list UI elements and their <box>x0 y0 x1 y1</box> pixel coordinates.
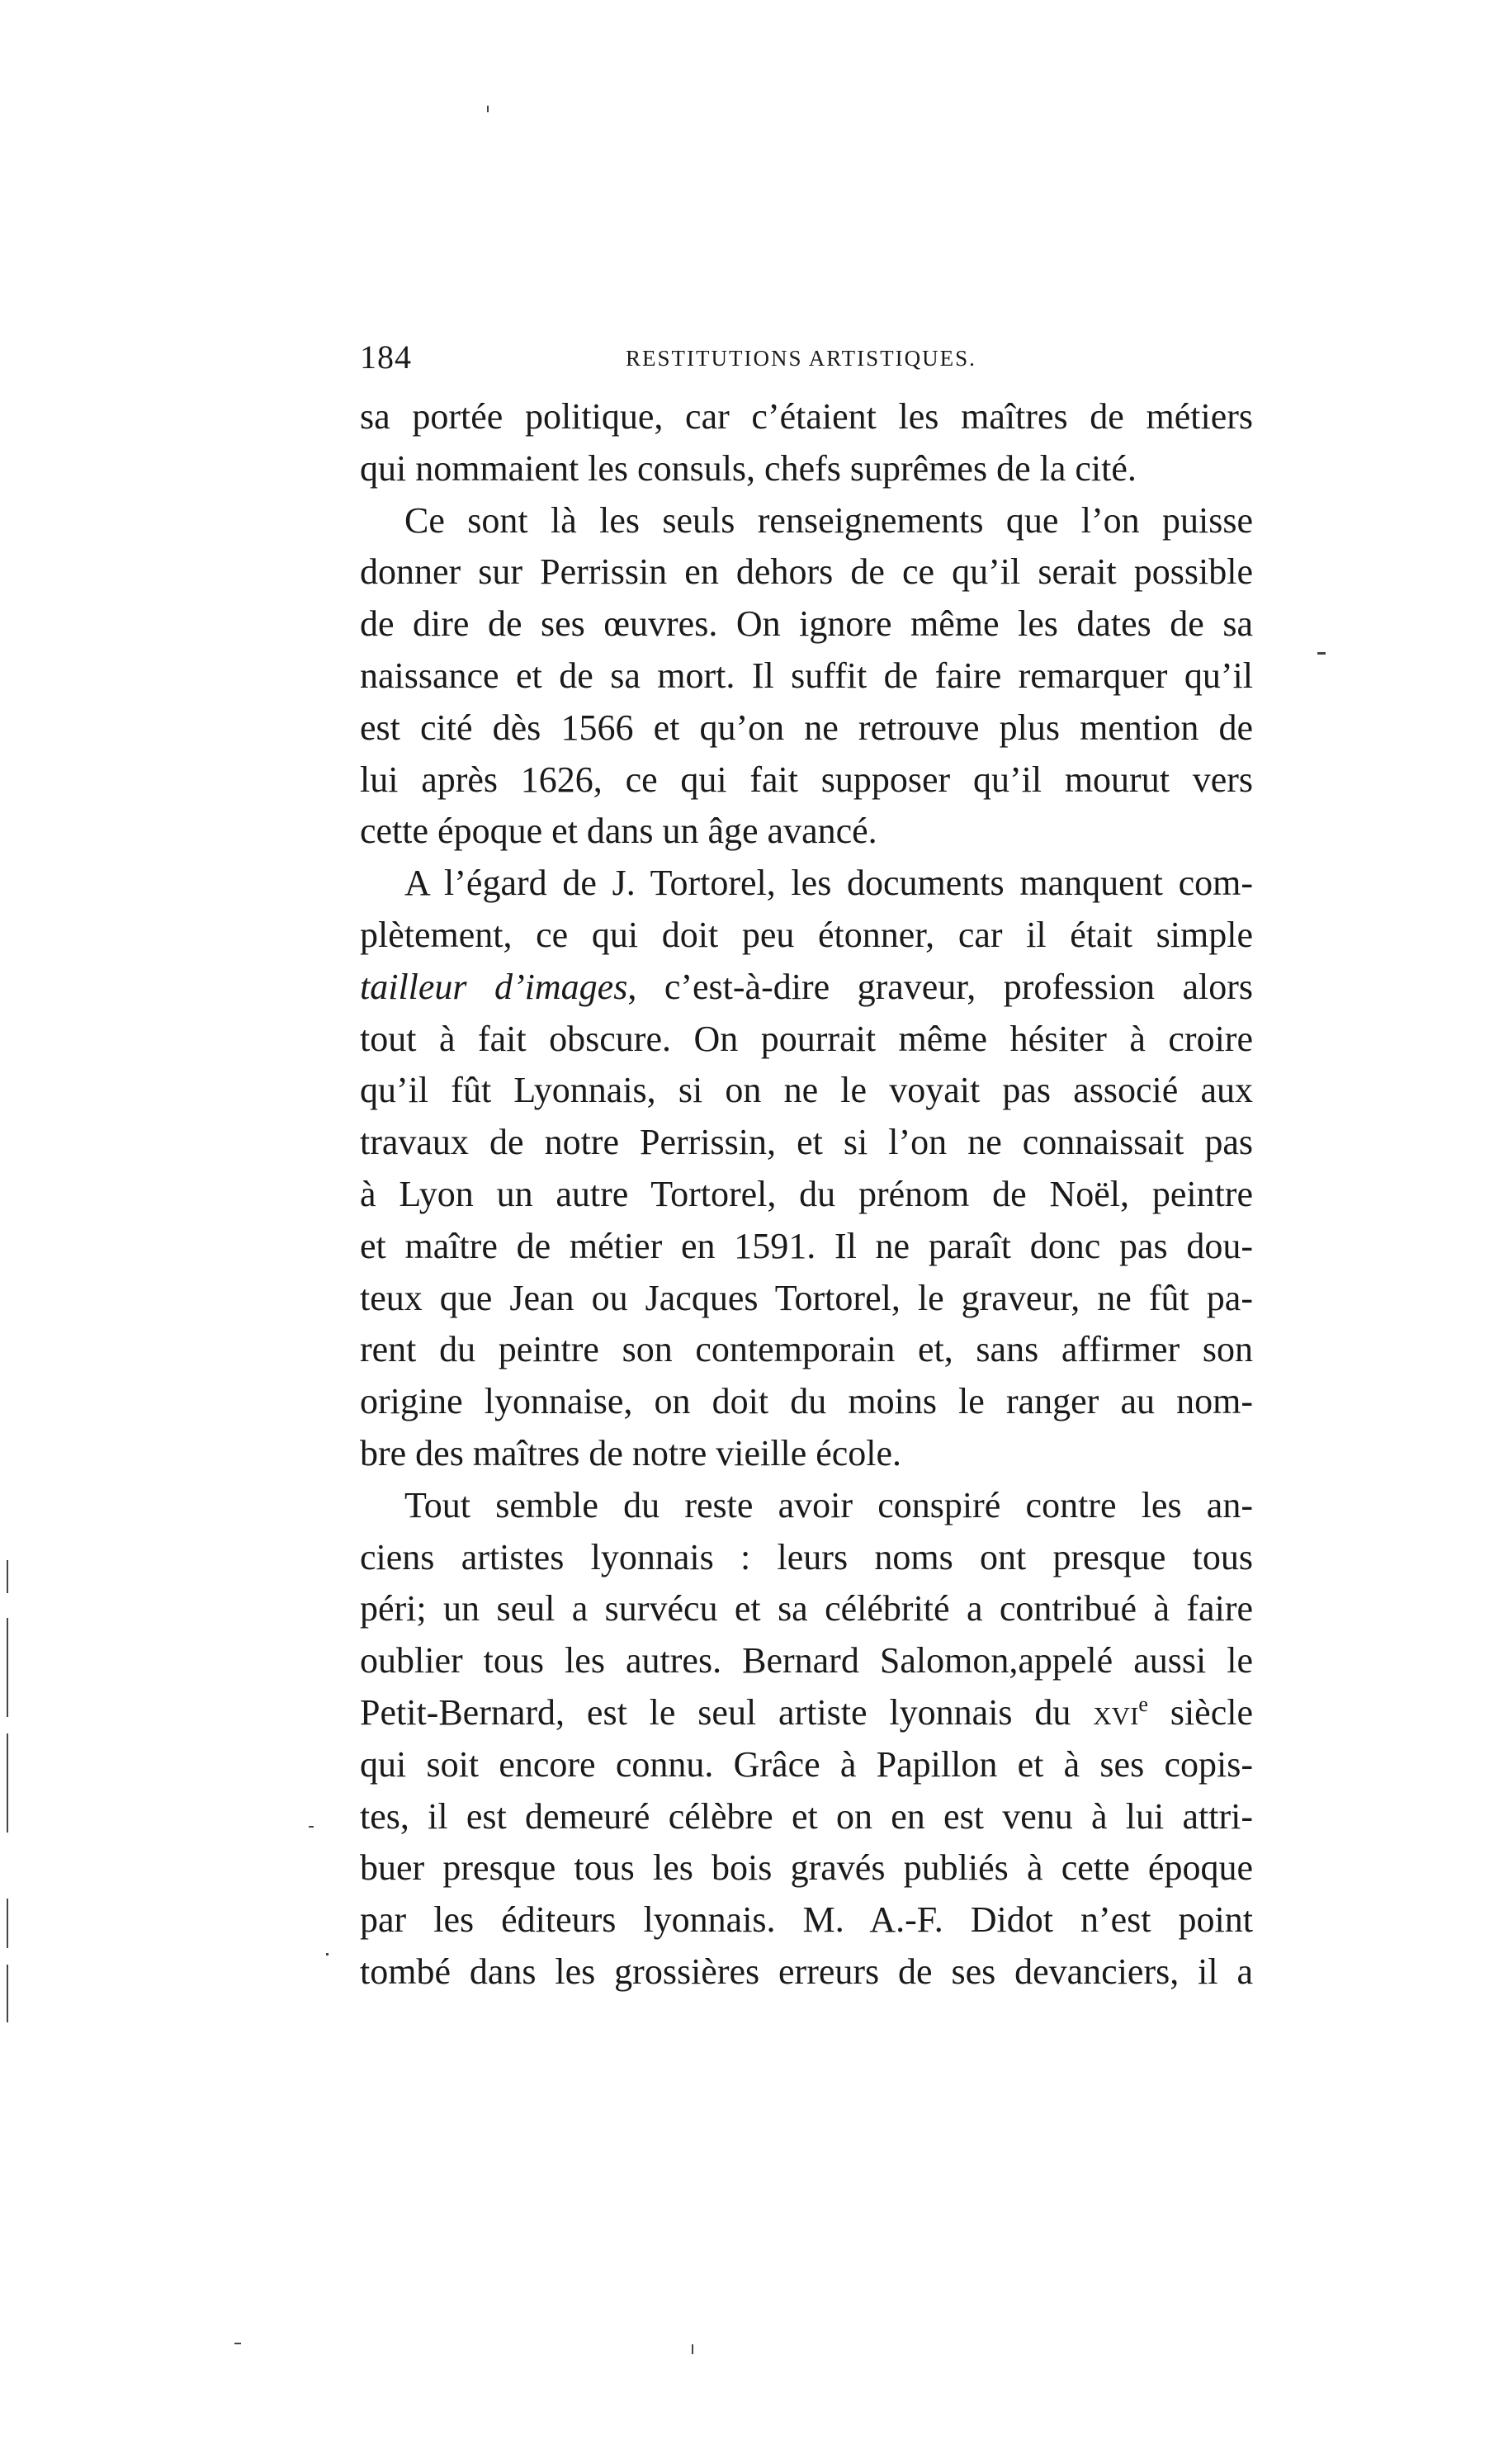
text-line: rent du peintre son contemporain et, sans affirmer son <box>360 1329 1253 1370</box>
text-fragment: siècle <box>1147 1691 1253 1733</box>
text-fragment: , c’est-à-dire graveur, profession alors <box>627 966 1253 1007</box>
text-line: plètement, ce qui doit peu étonner, car il était simple <box>360 914 1253 955</box>
text-line <box>360 962 1253 1014</box>
margin-line <box>7 1733 8 1833</box>
text-line: cette époque et dans un âge avancé. <box>360 811 877 852</box>
text-line: lui après 1626, ce qui fait supposer qu’il mourut vers <box>360 759 1253 800</box>
margin-line <box>7 1965 8 2022</box>
text-line: A l’égard de J. Tortorel, les documents manquent com- <box>404 863 1253 904</box>
text-line: tombé dans les grossières erreurs de ses devanciers, il a <box>360 1951 1253 1992</box>
text-line: de dire de ses œuvres. On ignore même les dates de sa <box>360 603 1253 645</box>
text-line: travaux de notre Perrissin, et si l’on ne connaissait pas <box>360 1122 1253 1163</box>
text-line: buer presque tous les bois gravés publiés à cette époque <box>360 1847 1253 1889</box>
italic-phrase: tailleur d’images <box>360 966 628 1007</box>
text-line: par les éditeurs lyonnais. M. A.-F. Didot n’est point <box>360 1899 1253 1941</box>
scan-speck <box>309 1826 314 1828</box>
text-line: origine lyonnaise, on doit du moins le ranger au nom- <box>360 1381 1253 1422</box>
text-line: Ce sont là les seuls renseignements que l’on puisse <box>404 499 1253 541</box>
text-line: qu’il fût Lyonnais, si on ne le voyait pas associé aux <box>360 1070 1253 1111</box>
text-line: tout à fait obscure. On pourrait même hésiter à croire <box>360 1018 1253 1059</box>
text-line: est cité dès 1566 et qu’on ne retrouve plus mention de <box>360 707 1253 748</box>
text-line: qui soit encore connu. Grâce à Papillon et à ses copis- <box>360 1743 1253 1785</box>
running-title: RESTITUTIONS ARTISTIQUES. <box>626 346 976 371</box>
body-text <box>360 391 1253 1998</box>
text-line: sa portée politique, car c’étaient les maîtres de métiers <box>360 396 1253 437</box>
text-fragment: Petit-Bernard, est le seul artiste lyonnais du <box>360 1691 1094 1733</box>
text-line: ciens artistes lyonnais : leurs noms ont presque tous <box>360 1536 1253 1577</box>
margin-line <box>7 1560 8 1593</box>
scan-speck <box>487 106 489 112</box>
margin-line <box>7 1899 8 1948</box>
text-line: tes, il est demeuré célèbre et on en est venu à lui attri- <box>360 1795 1253 1837</box>
text-line: qui nommaient les consuls, chefs suprêmes de la cité. <box>360 447 1137 489</box>
text-line: à Lyon un autre Tortorel, du prénom de Noël, peintre <box>360 1173 1253 1214</box>
page-number: 184 <box>360 338 412 376</box>
scan-speck <box>326 1953 329 1956</box>
text-line: et maître de métier en 1591. Il ne paraît donc pas dou- <box>360 1225 1253 1266</box>
text-line: péri; un seul a survécu et sa célébrité a contribué à faire <box>360 1588 1253 1629</box>
scan-speck <box>692 2344 693 2354</box>
text-line: donner sur Perrissin en dehors de ce qu’il serait possible <box>360 551 1253 593</box>
superscript: e <box>1138 1691 1148 1716</box>
century-numeral: xvi <box>1093 1691 1139 1733</box>
text-line: oublier tous les autres. Bernard Salomon,appelé aussi le <box>360 1640 1253 1681</box>
page-header <box>360 337 1293 378</box>
scan-speck <box>1317 652 1326 655</box>
text-line: bre des maîtres de notre vieille école. <box>360 1432 902 1473</box>
margin-line <box>7 1618 8 1717</box>
scan-speck <box>234 2343 241 2344</box>
text-line: naissance et de sa mort. Il suffit de faire remarquer qu’il <box>360 655 1253 696</box>
text-line: Tout semble du reste avoir conspiré contre les an- <box>404 1484 1253 1525</box>
text-line: teux que Jean ou Jacques Tortorel, le graveur, ne fût pa- <box>360 1277 1253 1318</box>
text-line <box>360 1687 1253 1739</box>
